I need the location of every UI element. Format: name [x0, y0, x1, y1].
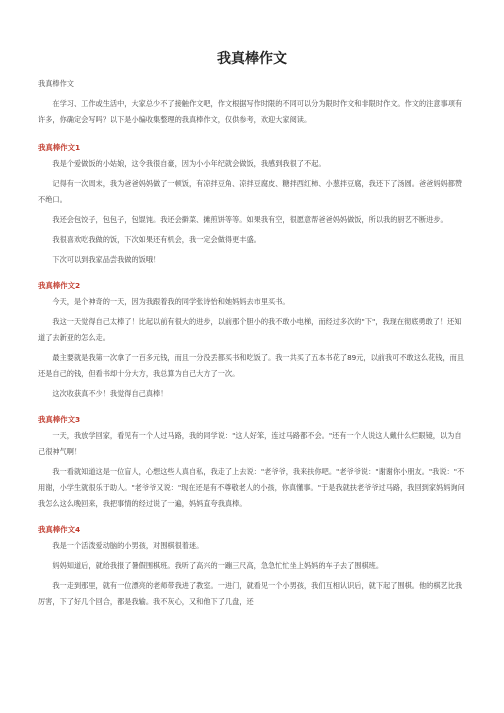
- document-subtitle: 我真棒作文: [38, 79, 74, 88]
- section-3-paragraph: 我一看就知道这是一位盲人，心想这些人真自私，我走了上去说："老爷爷，我来扶你吧。"老爷爷说："谢谢你小朋友。"我说："不用谢，小学生就很乐于助人。"老爷爷又说："现在还是有不尊敬老人的小孩，你真懂事。"于是我就扶老爷爷过马路，我回到家妈妈询问我怎么这么晚回来，我把事情的经过说了一遍，妈妈直夸我真棒。: [38, 467, 465, 508]
- section-1-paragraph: 我很喜欢吃我做的饭，下次如果还有机会，我一定会做得更丰盛。: [52, 235, 261, 244]
- section-1-paragraph: 记得有一次周末，我为爸爸妈妈做了一顿饭，有凉拌豆角、凉拌豆腐皮、糖拌西红柿、小葱拌豆腐，我还下了汤圆。爸爸妈妈都赞不绝口。: [38, 179, 463, 204]
- section-heading-4: 我真棒作文4: [38, 525, 81, 534]
- section-4-paragraph: 妈妈知道后，就给我报了暑假围棋班。我听了高兴的一蹦三尺高，急急忙忙坐上妈妈的车子去了围棋班。: [52, 561, 384, 570]
- section-4-paragraph: 我一走到那里，就有一位漂亮的老师带我进了教室。一进门，就看见一个小男孩，我们互相认识后，就下起了围棋。他的棋艺比我厉害，下了好几个回合，都是我输。我不灰心，又和他下了几盘，还: [38, 581, 463, 606]
- section-1-paragraph: 我是个爱做饭的小姑娘，这令我很自豪，因为小小年纪就会做饭，我感到我很了不起。: [52, 159, 326, 168]
- section-heading-3: 我真棒作文3: [38, 415, 81, 424]
- section-2-paragraph: 最主要就是我第一次拿了一百多元钱，而且一分没丢都买书和吃饭了。我一共买了五本书花了89元，以前我可不敢这么花钱，而且还是自己的钱，但看书却十分大方，我总算为自己大方了一次。: [38, 353, 465, 378]
- section-3-paragraph: 一天，我放学回家，看见有一个人过马路，我的同学说："这人好笨，连过马路都不会。"还有一个人说这人戴什么烂眼镜，以为自己很神气啊！: [38, 431, 462, 456]
- section-1-paragraph: 我还会包饺子，包包子，包馄饨。我还会擀菜、摊煎饼等等。如果我有空，很愿意帮爸爸妈妈做饭，所以我的厨艺不断进步。: [52, 215, 448, 224]
- section-heading-1: 我真棒作文1: [38, 143, 81, 152]
- section-4-paragraph: 我是一个活泼爱动脑的小男孩，对围棋很着迷。: [52, 541, 204, 550]
- intro-paragraph: 在学习、工作或生活中，大家总少不了接触作文吧，作文根据写作时限的不同可以分为限时作文和非限时作文。作文的注意事项有许多，你确定会写吗？以下是小编收集整理的我真棒作文，仅供参考，欢迎大家阅读。: [38, 99, 463, 124]
- section-heading-2: 我真棒作文2: [38, 281, 81, 290]
- section-1-paragraph: 下次可以到我家品尝我做的饭哦！: [52, 255, 161, 264]
- page-title: 我真棒作文: [217, 51, 287, 67]
- section-2-paragraph: 这次收获真不少！我觉得自己真棒！: [52, 389, 168, 398]
- section-2-paragraph: 今天，是个神奇的一天，因为我跟着我的同学张诗怡和她妈妈去市里买书。: [52, 297, 290, 306]
- section-2-paragraph: 我这一天觉得自己太棒了！比起以前有很大的进步，以前那个胆小的我不敢小电梯，而经过多次的"下"，我现在彻底勇敢了！还知道了去新亚的怎么走。: [38, 317, 462, 342]
